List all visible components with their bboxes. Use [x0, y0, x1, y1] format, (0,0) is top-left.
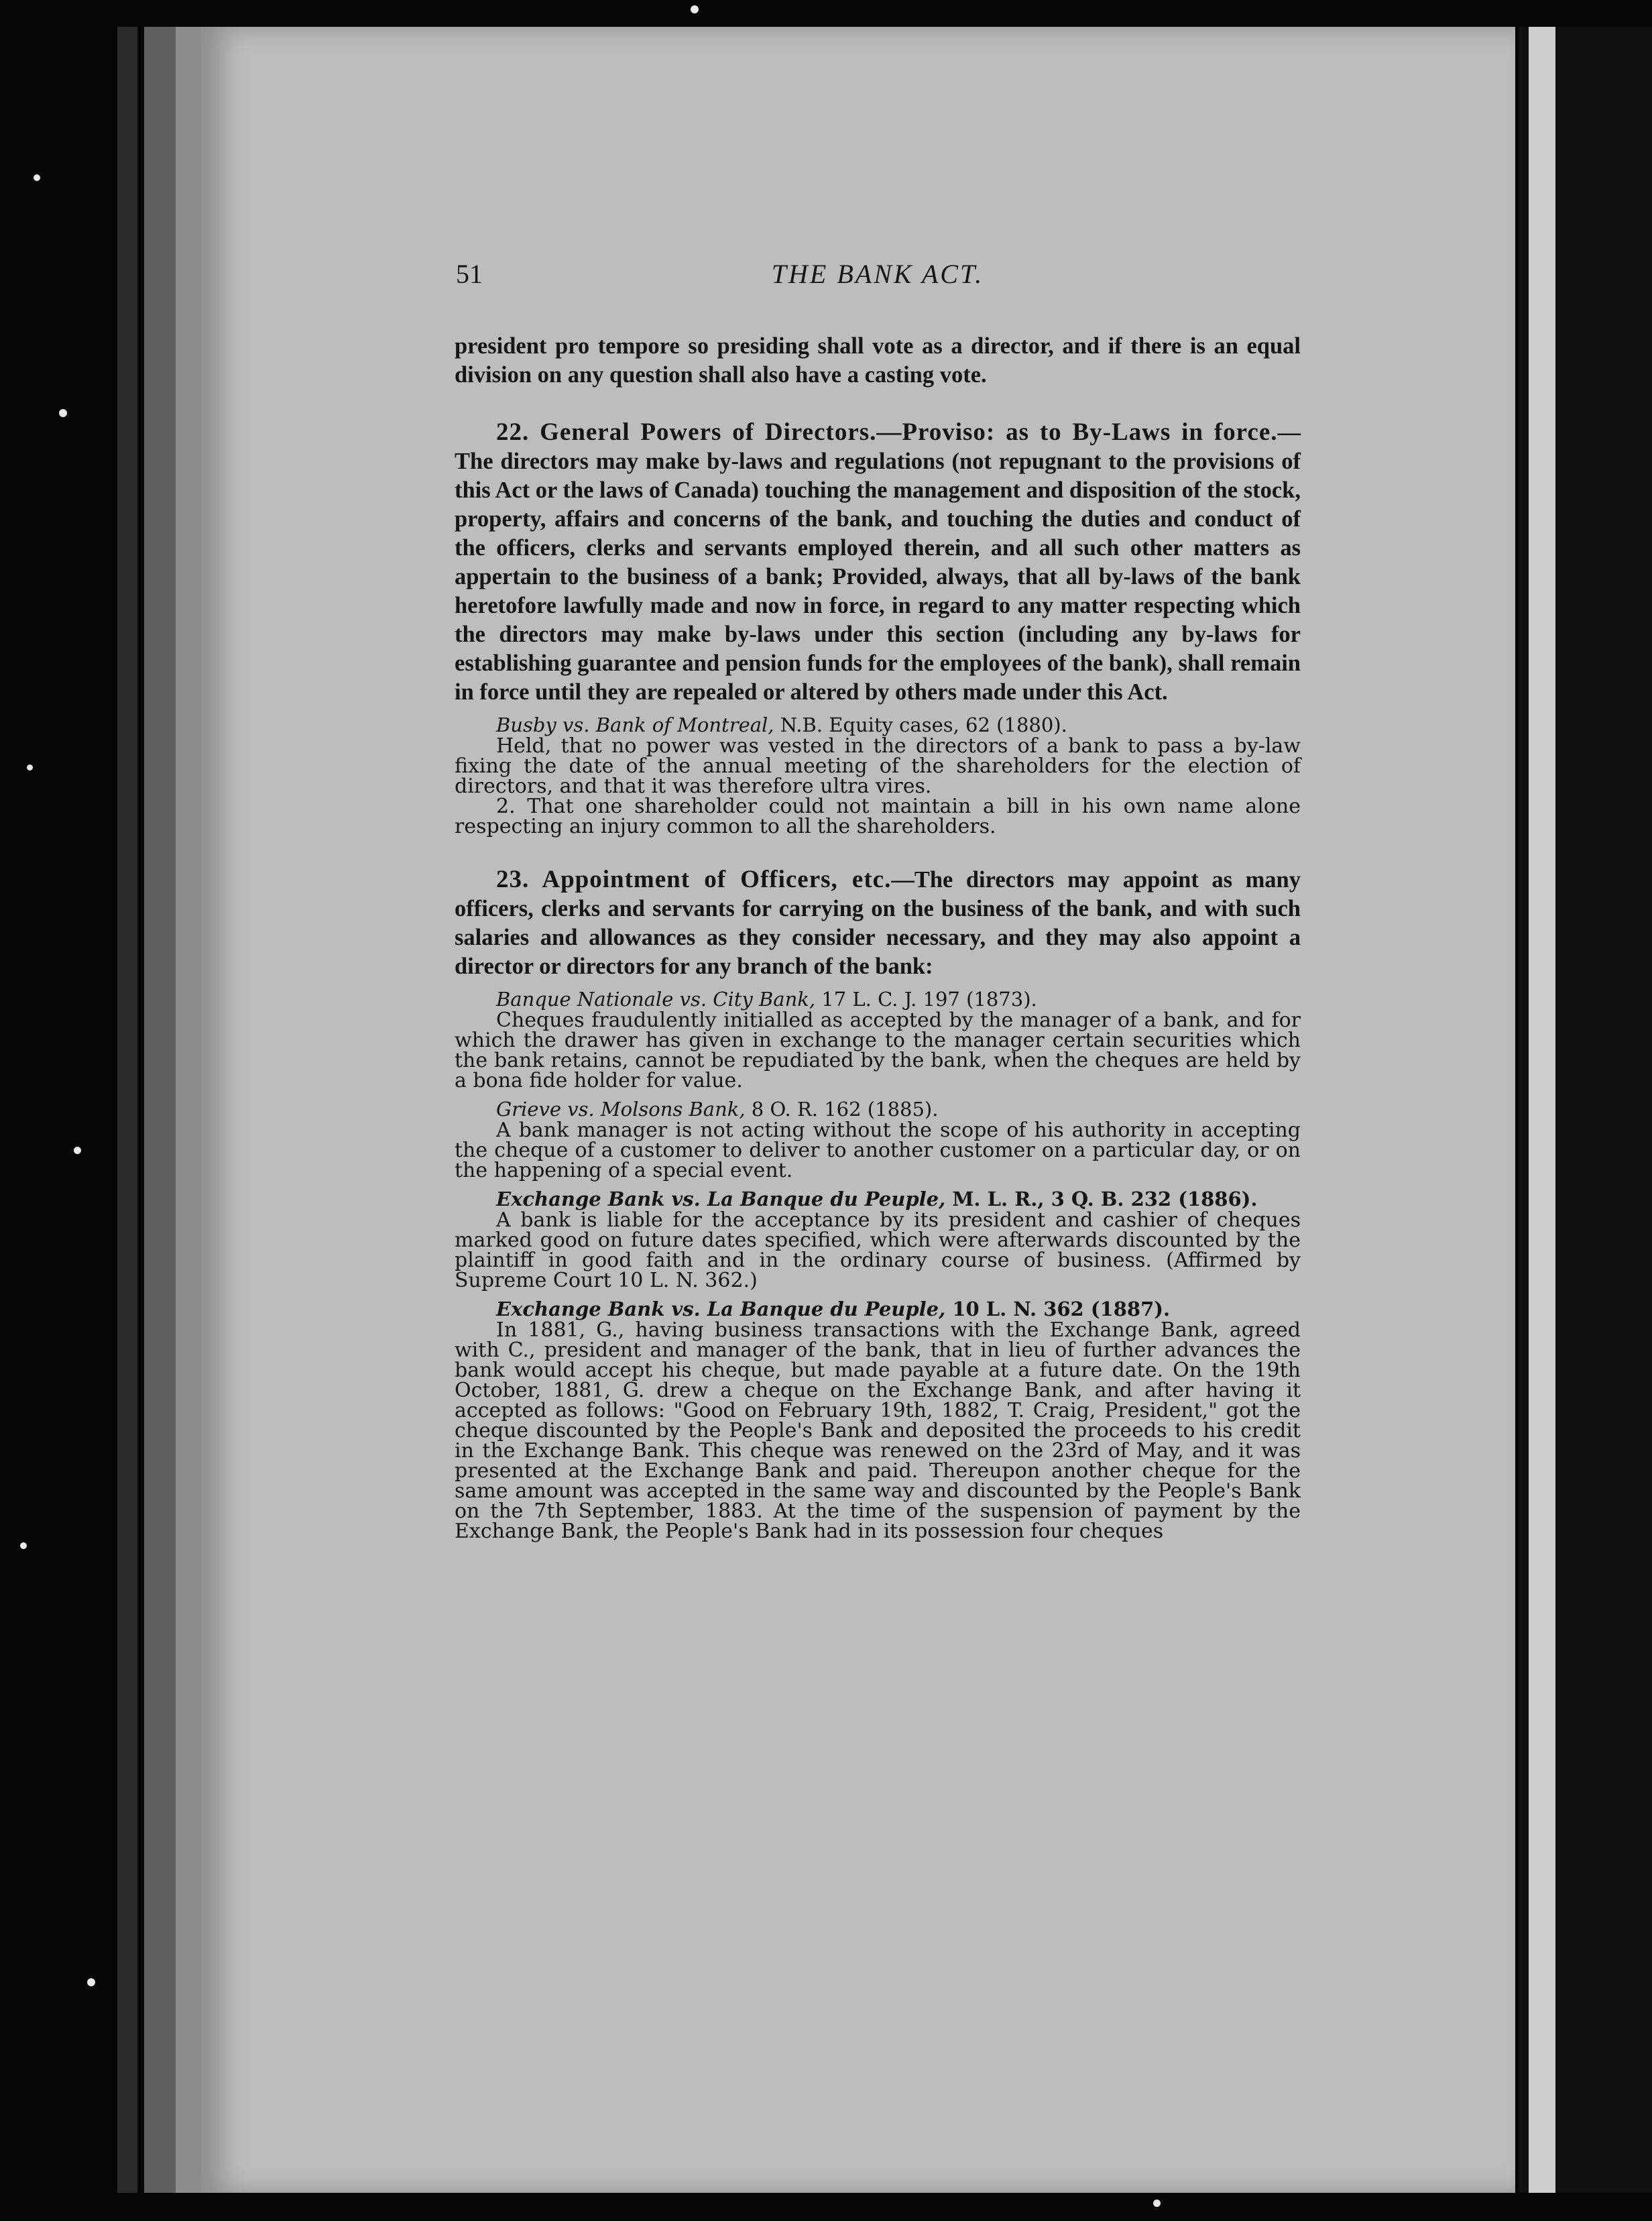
section-23: [455, 865, 1301, 981]
case-citation: [455, 714, 1301, 736]
next-page-edge: [1529, 27, 1555, 2193]
book-binding-edge: [176, 27, 201, 2193]
case-citation: [455, 988, 1301, 1011]
case-reference: 8 O. R. 162 (1885).: [745, 1098, 939, 1121]
case-citation: [455, 1188, 1301, 1210]
case-reference: N.B. Equity cases, 62 (1880).: [774, 714, 1067, 736]
section-23-cases: [455, 988, 1301, 1542]
book-binding-edge: [117, 27, 137, 2193]
section-23-heading: 23. Appointment of Officers, etc.: [496, 866, 892, 893]
scan-speckle: [27, 764, 33, 771]
page-number: 51: [456, 259, 483, 289]
case-summary: Held, that no power was vested in the directors of a bank to pass a by-law fixing the date of the annual meeting of the shareholders for the election of directors, and that it was therefore ultra vires.: [455, 734, 1301, 798]
section-23-body: —The directors may appoint as many officers, clerks and servants for carrying on the business of the bank, and with such salaries and allowances as they consider necessary, and they may also appoint a director or directors for any branch of the bank:: [455, 867, 1301, 979]
section-22: [455, 418, 1301, 707]
section-22-cases: [455, 714, 1301, 837]
running-head: [455, 258, 1301, 298]
case-summary: 2. That one shareholder could not maintain a bill in his own name alone respecting an injury common to all the shareholders.: [455, 795, 1301, 838]
case-name: Exchange Bank vs. La Banque du Peuple,: [496, 1188, 946, 1210]
page-header-title: THE BANK ACT.: [771, 259, 984, 289]
case-reference: M. L. R., 3 Q. B. 232 (1886).: [945, 1188, 1258, 1210]
case-citation: [455, 1298, 1301, 1320]
scan-speckle: [34, 174, 40, 181]
case-name: Grieve vs. Molsons Bank,: [496, 1098, 746, 1121]
case-summary: A bank manager is not acting without the scope of his authority in accepting the cheque of a customer to deliver to another customer on a particular day, or on the happening of a special event.: [455, 1119, 1301, 1182]
scan-speckle: [59, 409, 67, 417]
scan-speckle: [20, 1542, 27, 1549]
case-summary: A bank is liable for the acceptance by its president and cashier of cheques marked good on future dates specified, which were afterwards discounted by the plaintiff in good faith and in the ordinary course of business. (Affirmed by Supreme Court 10 L. N. 362.): [455, 1208, 1301, 1292]
case-summary: In 1881, G., having business transactions with the Exchange Bank, agreed with C., president and manager of the bank, that in lieu of further advances the bank would accept his cheque, but made payable at a future date. On the 19th October, 1881, G. drew a cheque on the Exchange Bank, and after having it accepted as follows: "Good on February 19th, 1882, T. Craig, President," got the cheque discounted by the People's Bank and deposited the proceeds to his credit in the Exchange Bank. This cheque was renewed on the 23rd of May, and it was presented at the Exchange Bank and paid. Thereupon another cheque for the same amount was accepted in the same way and discounted by the People's Bank on the 7th September, 1883. At the time of the suspension of payment by the Exchange Bank, the People's Bank had in its possession four cheques: [455, 1318, 1301, 1543]
section-22-heading: 22. General Powers of Directors.—Proviso: as to By-Laws in force.: [496, 418, 1278, 446]
scan-speckle: [691, 5, 699, 13]
section-22-body: —The directors may make by-laws and regulations (not repugnant to the provisions of this Act or the laws of Canada) touching the management and disposition of the stock, property, affairs and concerns of the bank, and touching the duties and conduct of the officers, clerks and servants employed therein, and all such other matters as appertain to the business of a bank; Provided, always, that all by-laws of the bank heretofore lawfully made and now in force, in regard to any matter respecting which the directors may make by-laws under this section (including any by-laws for establishing guarantee and pension funds for the employees of the bank), shall remain in force until they are repealed or altered by others made under this Act.: [455, 420, 1301, 705]
case-citation: [455, 1098, 1301, 1121]
case-name: Exchange Bank vs. La Banque du Peuple,: [496, 1298, 946, 1320]
case-summary: Cheques fraudulently initialled as accepted by the manager of a bank, and for which the drawer has given in exchange to the manager certain securities which the bank retains, cannot be repudiated by the bank, when the cheques are held by a bona fide holder for value.: [455, 1009, 1301, 1092]
case-name: Banque Nationale vs. City Bank,: [496, 988, 816, 1011]
case-name: Busby vs. Bank of Montreal,: [496, 714, 774, 736]
continuation-paragraph: president pro tempore so presiding shall vote as a director, and if there is an equal division on any question shall also have a casting vote.: [455, 333, 1301, 388]
page-text: [455, 258, 1301, 1542]
scan-speckle: [74, 1147, 81, 1154]
case-reference: 10 L. N. 362 (1887).: [945, 1298, 1171, 1320]
scan-speckle: [87, 1978, 95, 1986]
scan-speckle: [1153, 2200, 1161, 2207]
case-reference: 17 L. C. J. 197 (1873).: [815, 988, 1037, 1011]
